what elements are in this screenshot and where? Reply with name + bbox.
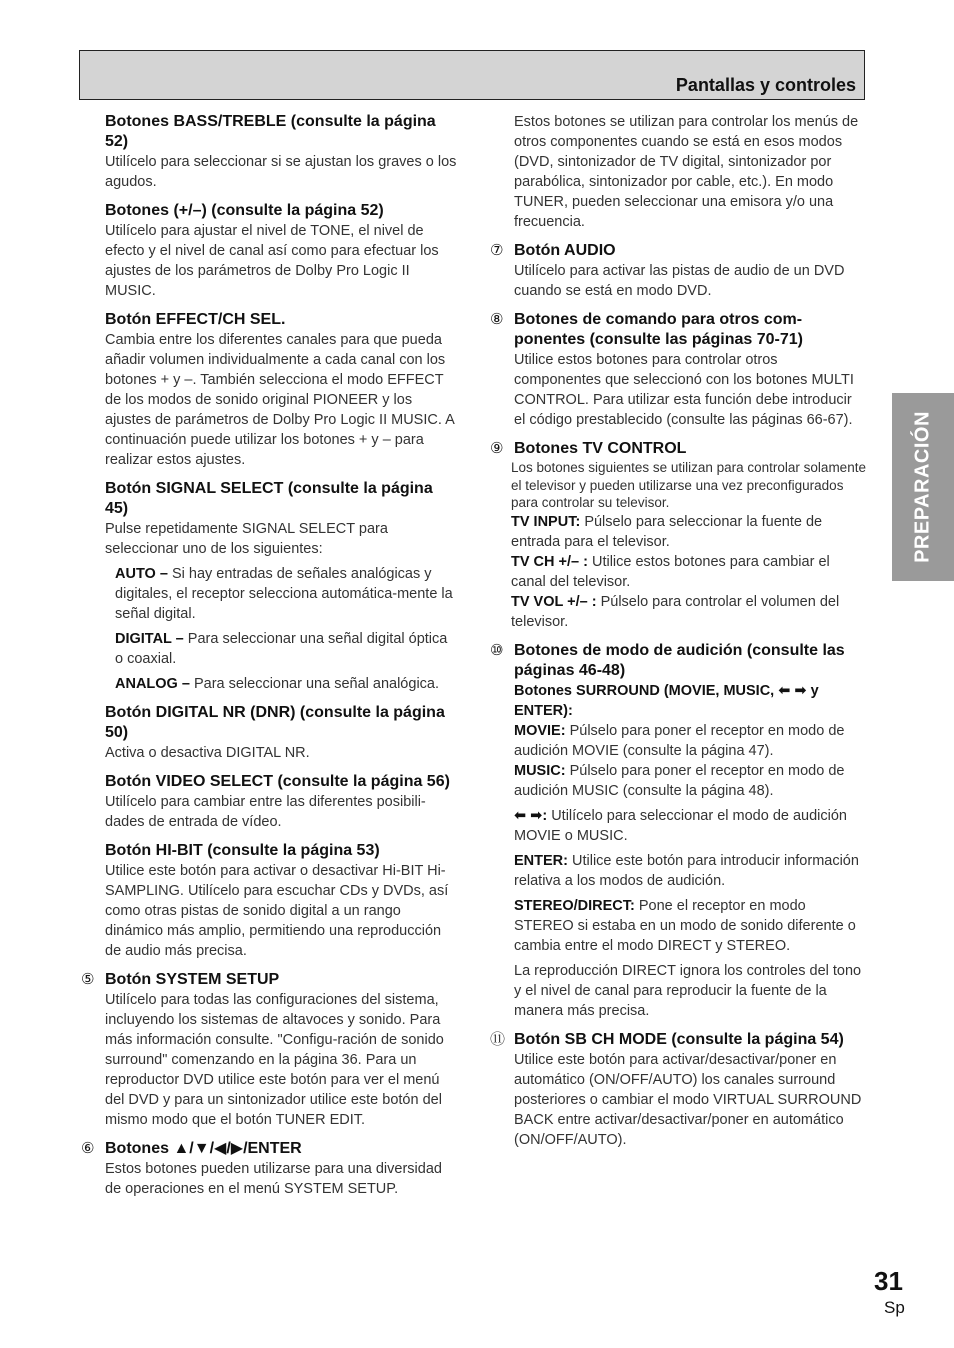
section-body: Estos botones pueden utilizarse para una diversidad de operaciones en el menú SYSTEM SETUP. [105, 1161, 442, 1197]
section-title: Botón SIGNAL SELECT (consulte la página 45) [105, 480, 433, 517]
item-number: ⑩ [490, 641, 504, 659]
video-select-section [105, 772, 457, 832]
language-code: Sp [884, 1298, 905, 1317]
section-title: Botón AUDIO [514, 242, 616, 259]
option-label: ANALOG – [115, 676, 190, 692]
listening-modes-section [490, 641, 866, 1021]
bass-treble-section [105, 112, 457, 192]
option-text: Para seleccionar una señal digital óptica o coaxial. [115, 631, 448, 667]
command-buttons-section [490, 310, 866, 430]
hi-bit-section [105, 841, 457, 961]
system-setup-section [81, 970, 457, 1130]
direct-note: La reproducción DIRECT ignora los controles del tono y el nivel de canal para reproducir la fuente de la manera más precisa. [514, 962, 862, 1019]
tv-control-section [490, 439, 866, 632]
option-text: Utilícelo para seleccionar el modo de audición MOVIE o MUSIC. [514, 807, 847, 844]
option-label: MUSIC: [514, 762, 566, 779]
arrows-row [514, 806, 866, 846]
enter-row [514, 851, 866, 891]
music-row [514, 761, 866, 801]
option-label: DIGITAL – [115, 631, 184, 647]
section-body: Utilícelo para ajustar el nivel de TONE, el nivel de efecto y el nivel de canal así como para efectuar los ajustes de los parámetros de Dolby Pro Logic II MUSIC. [105, 223, 439, 299]
section-title: Botón SB CH MODE (consulte la página 54) [514, 1030, 844, 1048]
option-label: TV VOL +/– : [511, 593, 597, 610]
section-title: Botones de comando para otros com-ponentes (consulte las páginas 70-71) [514, 311, 803, 348]
header-bar [79, 50, 865, 100]
sb-ch-mode-section [490, 1030, 866, 1150]
section-body: Los botones siguientes se utilizan para controlar solamente el televisor y pueden utilizarse una vez preconfigurados para controlar su televisor. [511, 460, 866, 510]
option-text: Púlselo para controlar el volumen del televisor. [511, 593, 840, 630]
section-title: Botones BASS/TREBLE (consulte la página 52) [105, 113, 436, 150]
option-label: AUTO – [115, 566, 168, 582]
surround-buttons-title: Botones SURROUND (MOVIE, MUSIC, ⬅ ➡ y ENTER): [514, 682, 819, 719]
option-label: TV INPUT: [511, 513, 581, 530]
arrow-buttons-section [81, 1139, 457, 1199]
section-body: Pulse repetidamente SIGNAL SELECT para seleccionar uno de los siguientes: [105, 521, 388, 557]
option-label: STEREO/DIRECT: [514, 897, 635, 914]
option-label: ⬅ ➡: [514, 807, 548, 824]
item-number: ⑦ [490, 242, 504, 259]
section-body: Utilice este botón para activar/desactivar/poner en automático (ON/OFF/AUTO) los canales surround posteriores o cambiar el modo VIRTUAL SURROUND BACK entre activar/desactivar/poner en automático (ON/OFF/AUTO). [514, 1051, 862, 1148]
option-text: Púlselo para poner el receptor en modo de audición MUSIC (consulte la página 48). [514, 762, 845, 799]
section-body: Estos botones se utilizan para controlar los menús de otros componentes cuando se está en esos modos (DVD, sintonizador de TV digital, sintonizador por parabólica, sintonizador por cable, etc.). En modo TUNER, pueden seleccionar una emisora y/o una frecuencia. [514, 114, 859, 230]
tv-vol-row [511, 592, 866, 632]
section-body: Utilícelo para cambiar entre las diferentes posibili-dades de entrada de vídeo. [105, 794, 426, 830]
effect-section [105, 310, 457, 470]
item-number: ⑥ [81, 1140, 95, 1157]
section-title: Botones (+/–) (consulte la página 52) [105, 202, 384, 219]
right-column [490, 112, 866, 1159]
item-number: ⑤ [81, 971, 95, 988]
arrow-buttons-continued [514, 112, 866, 232]
section-title: Botón EFFECT/CH SEL. [105, 311, 286, 328]
plus-minus-section [105, 201, 457, 301]
option-text: Púlselo para seleccionar la fuente de entrada para el televisor. [511, 513, 823, 550]
page-number: 31 [874, 1266, 903, 1296]
digital-option [105, 629, 457, 669]
section-body: Utilícelo para seleccionar si se ajustan los graves o los agudos. [105, 154, 457, 190]
option-label: TV CH +/– : [511, 553, 588, 570]
option-text: Púlselo para poner el receptor en modo de audición MOVIE (consulte la página 47). [514, 722, 845, 759]
tv-input-row [511, 512, 866, 552]
section-tab-label: PREPARACIÓN [911, 411, 934, 563]
section-title: Botón VIDEO SELECT (consulte la página 56) [105, 773, 450, 790]
section-body: Cambia entre los diferentes canales para que pueda añadir volumen individualmente a cada canal con los botones + y –. También selecciona el modo EFFECT de los modos de sonido original PIONEER y los ajustes de parámetros de Dolby Pro Logic II MUSIC. A continuación puede utilizar los botones + y – para realizar estos ajustes. [105, 332, 454, 468]
section-title: Botón DIGITAL NR (DNR) (consulte la página 50) [105, 704, 445, 741]
item-number: ⑨ [490, 440, 504, 457]
section-side-tab [892, 393, 954, 581]
option-text: Utilice este botón para introducir información relativa a los modos de audición. [514, 852, 859, 889]
analog-option [105, 674, 457, 694]
signal-select-section [105, 479, 457, 694]
auto-option [105, 564, 457, 624]
section-title: Botones ▲/▼/◀/▶/ENTER [105, 1140, 302, 1157]
section-body: Utilice estos botones para controlar otros componentes que seleccionó con los botones MULTI CONTROL. Para utilizar esta función debe introducir el código prestablecido (consulte las páginas 66-67). [514, 352, 854, 428]
option-text: Si hay entradas de señales analógicas y digitales, el receptor selecciona automática-mente la señal digital. [115, 566, 453, 622]
left-column [81, 112, 457, 1208]
option-label: MOVIE: [514, 722, 566, 739]
audio-section [490, 241, 866, 301]
dnr-section [105, 703, 457, 763]
section-body: Utilícelo para todas las configuraciones del sistema, incluyendo los sistemas de altavoces y sonido. Para más información consulte. "Configu-ración de sonido surround" comenzando en la página 36. Para un reproductor DVD utilice este botón para ver el menú del DVD y para un sintonizador utilice este botón del mismo modo que el botón TUNER EDIT. [105, 992, 444, 1128]
section-title: Botones TV CONTROL [514, 440, 687, 457]
option-label: ENTER: [514, 852, 568, 869]
section-body: Utilícelo para activar las pistas de audio de un DVD cuando se está en modo DVD. [514, 263, 845, 299]
section-title: Botones de modo de audición (consulte las páginas 46-48) [514, 641, 845, 679]
section-body: Activa o desactiva DIGITAL NR. [105, 745, 310, 761]
movie-row [514, 721, 866, 761]
item-number: ⑪ [490, 1030, 506, 1048]
option-text: Pone el receptor en modo STEREO si estaba en un modo de sonido diferente o cambia entre el modo DIRECT y STEREO. [514, 897, 856, 954]
section-title: Botón SYSTEM SETUP [105, 971, 280, 988]
tv-ch-row [511, 552, 866, 592]
page-title: Pantallas y controles [675, 75, 856, 95]
stereo-direct-row [514, 896, 866, 956]
option-text: Utilice estos botones para cambiar el canal del televisor. [511, 553, 830, 590]
option-text: Para seleccionar una señal analógica. [193, 676, 440, 692]
section-body: Utilice este botón para activar o desactivar Hi-BIT Hi-SAMPLING. Utilícelo para escuchar CDs y DVDs, así como otras pistas de sonido digital a un rango dinámico más amplio, permitiendo una reproducción de audio más precisa. [105, 863, 449, 959]
item-number: ⑧ [490, 311, 504, 328]
section-title: Botón HI-BIT (consulte la página 53) [105, 842, 380, 859]
